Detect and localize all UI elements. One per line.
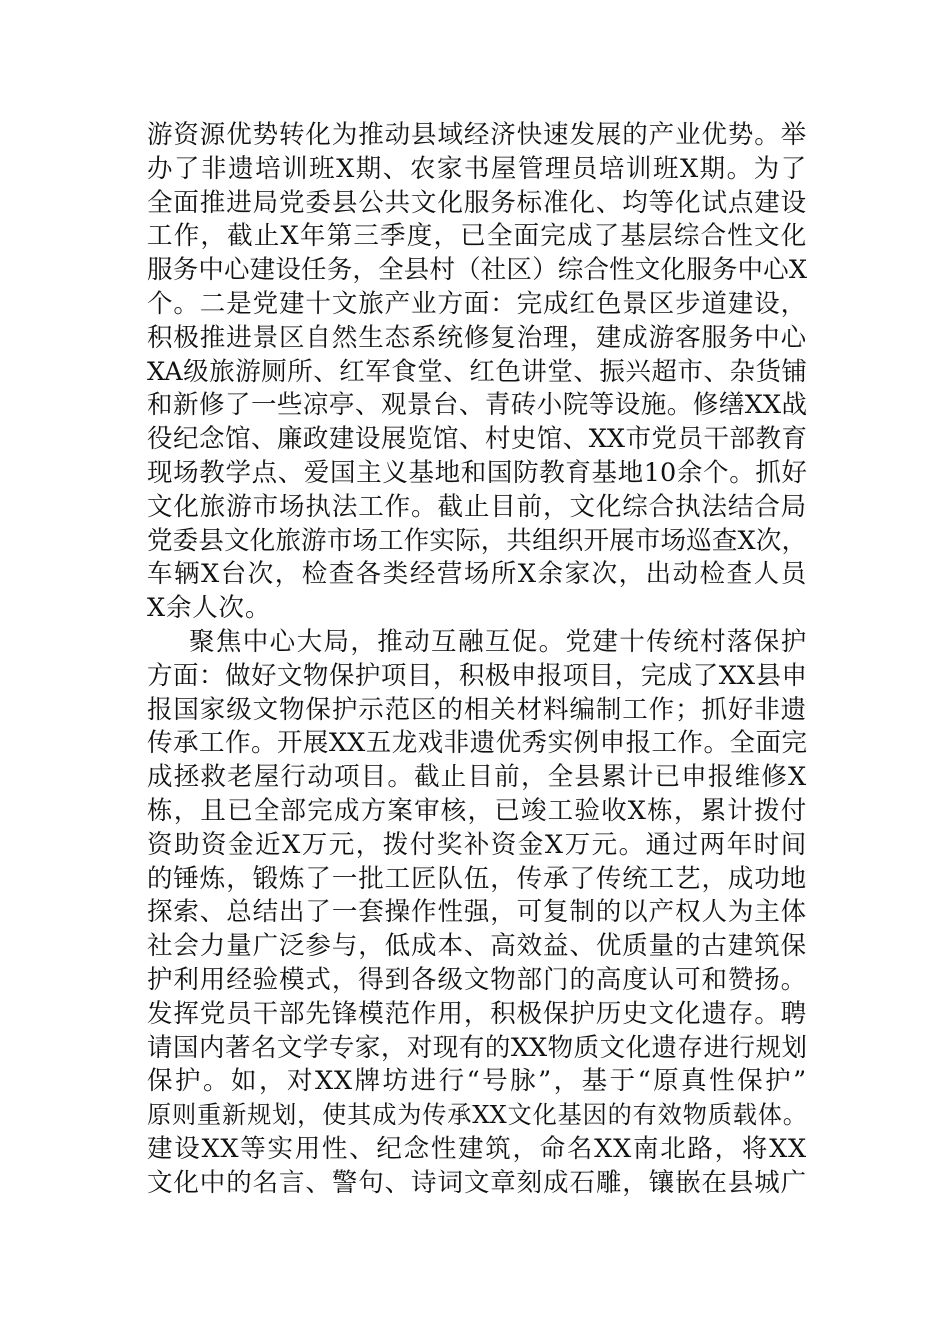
text-line: 栋，且已全部完成方案审核，已竣工验收X栋，累计拨付 <box>147 795 807 826</box>
text-line: 全面推进局党委县公共文化服务标准化、均等化试点建设 <box>147 187 807 218</box>
text-line: X余人次。 <box>147 593 272 624</box>
text-line: 成拯救老屋行动项目。截止目前，全县累计已申报维修X <box>147 762 807 793</box>
text-line: 游资源优势转化为推动县域经济快速发展的产业优势。举 <box>147 120 807 150</box>
text-line: 工作，截止X年第三季度，已全面完成了基层综合性文化 <box>147 221 807 252</box>
text-line: 建设XX等实用性、纪念性建筑，命名XX南北路，将XX <box>147 1133 807 1164</box>
text-line: 党委县文化旅游市场工作实际，共组织开展市场巡查X次， <box>147 525 807 556</box>
text-line: 报国家级文物保护示范区的相关材料编制工作；抓好非遗 <box>147 694 807 725</box>
paragraph-1 <box>147 119 807 626</box>
paragraph-2 <box>147 626 807 1201</box>
text-line: 社会力量广泛参与，低成本、高效益、优质量的古建筑保 <box>147 931 807 962</box>
text-line: 役纪念馆、廉政建设展览馆、村史馆、XX市党员干部教育 <box>147 424 807 455</box>
text-line: XA级旅游厕所、红军食堂、红色讲堂、振兴超市、杂货铺 <box>147 356 807 387</box>
text-line: 的锤炼，锻炼了一批工匠队伍，传承了传统工艺，成功地 <box>147 863 807 894</box>
text-line: 保护。如，对XX牌坊进行“号脉”，基于“原真性保护” <box>147 1066 807 1097</box>
text-line: 方面：做好文物保护项目，积极申报项目，完成了XX县申 <box>147 660 807 691</box>
text-line: 传承工作。开展XX五龙戏非遗优秀实例申报工作。全面完 <box>147 728 807 759</box>
text-line: 个。二是党建十文旅产业方面：完成红色景区步道建设， <box>147 288 807 319</box>
text-line: 资助资金近X万元，拨付奖补资金X万元。通过两年时间 <box>147 829 807 860</box>
text-line: 请国内著名文学专家，对现有的XX物质文化遗存进行规划 <box>147 1032 807 1063</box>
text-line: 文化中的名言、警句、诗词文章刻成石雕，镶嵌在县城广 <box>147 1167 807 1198</box>
text-line: 服务中心建设任务，全县村（社区）综合性文化服务中心X <box>147 255 807 286</box>
text-line: 积极推进景区自然生态系统修复治理，建成游客服务中心 <box>147 322 807 353</box>
text-line: 办了非遗培训班X期、农家书屋管理员培训班X期。为了 <box>147 153 807 184</box>
document-body <box>147 119 807 1201</box>
text-line: 和新修了一些凉亭、观景台、青砖小院等设施。修缮XX战 <box>147 390 807 421</box>
text-line: 现场教学点、爱国主义基地和国防教育基地10余个。抓好 <box>147 457 807 488</box>
text-line: 车辆X台次，检查各类经营场所X余家次，出动检查人员 <box>147 559 807 590</box>
text-line: 文化旅游市场执法工作。截止目前，文化综合执法结合局 <box>147 491 807 522</box>
text-line: 护利用经验模式，得到各级文物部门的高度认可和赞扬。 <box>147 964 807 995</box>
text-line: 聚焦中心大局，推动互融互促。党建十传统村落保护 <box>189 626 807 657</box>
text-line: 原则重新规划，使其成为传承XX文化基因的有效物质载体。 <box>147 1101 807 1130</box>
text-line: 发挥党员干部先锋模范作用，积极保护历史文化遗存。聘 <box>147 998 807 1029</box>
text-line: 探索、总结出了一套操作性强，可复制的以产权人为主体 <box>147 897 807 928</box>
